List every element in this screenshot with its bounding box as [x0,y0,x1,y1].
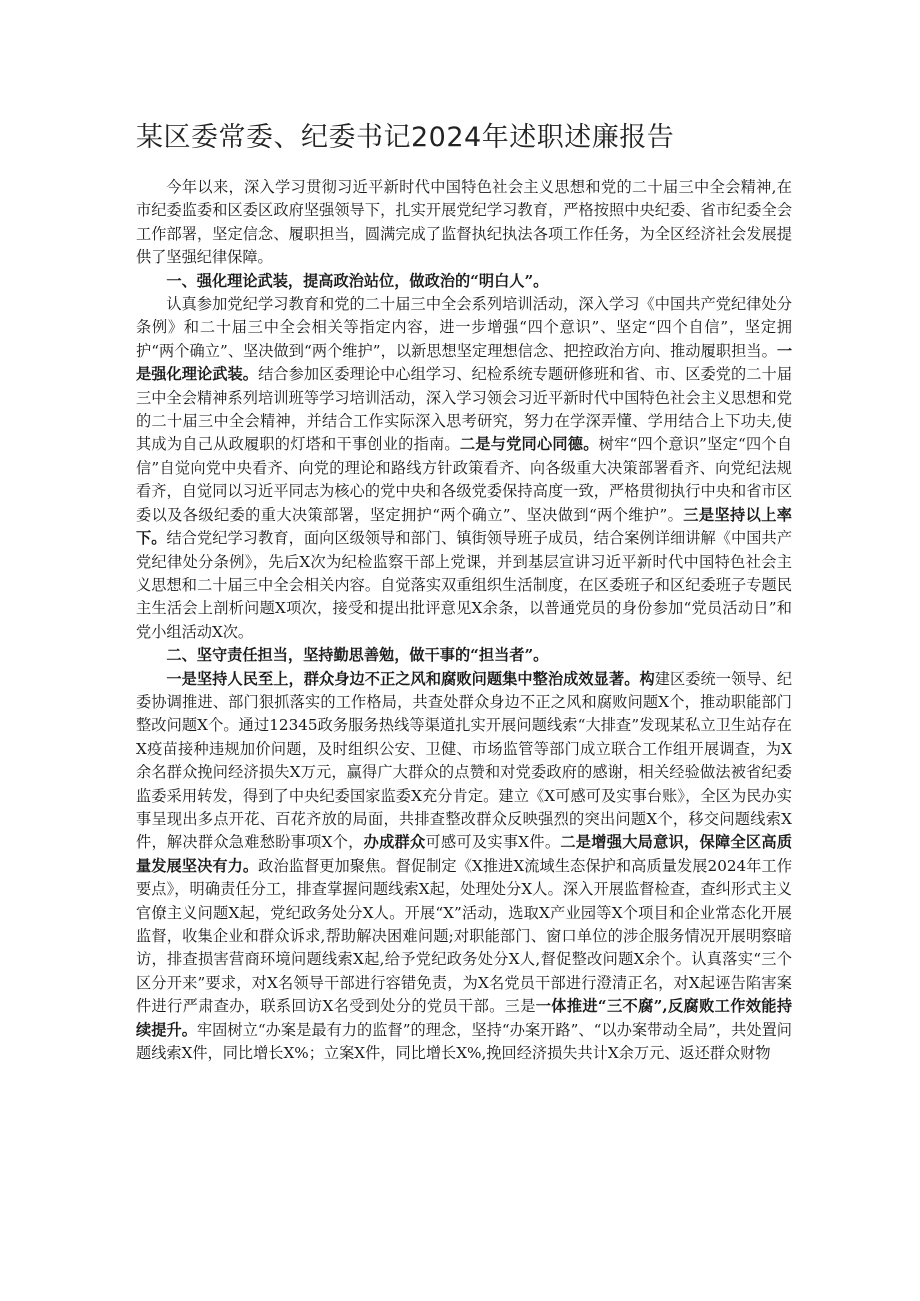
section-1-lead-1: 一是强化理论武装。 [136,341,792,384]
section-2-text-3: 牢固树立“办案是最有力的监督”的理念，坚持“办案开路”、“以办案带动全局”，共处置问题线索X件，同比增长X%；立案X件，同比增长X%,挽回经济损失共计X余万元、返还群众财物 [136,1020,792,1063]
section-1-text-4: 结合党纪学习教育，面向区级领导和部门、镇街领导班子成员，结合案例详细讲解《中国共产党纪律处分条例》，先后X次为纪检监察干部上党课，并到基层宣讲习近平新时代中国特色社会主义思想和二十届三中全会相关内容。自觉落实双重组织生活制度，在区委班子和区纪委班子专题民主生活会上剖析问题X项次，接受和提出批评意见X余条，以普通党员的身份参加“党员活动日”和党小组活动X次。 [136,529,793,641]
section-2-lead-2: 二是增强大局意识，保障全区高质量发展坚决有力。 [136,833,793,875]
document-title: 某区委常委、纪委书记2024年述职述廉报告 [136,122,675,153]
section-1-lead-2: 二是与党同心同德。 [459,435,599,454]
intro-paragraph: 今年以来，深入学习贯彻习近平新时代中国特色社会主义思想和党的二十届三中全会精神,在市纪委监委和区委区政府坚强领导下，扎实开展党纪学习教育，严格按照中央纪委、省市纪委全会工作部署，坚定信念、履职担当，圆满完成了监督执纪执法各项工作任务，为全区经济社会发展提供了坚强纪律保障。 [136,178,792,267]
section-2-heading: 二、坚守责任担当，坚持勤思善勉，做干事的“担当者”。 [166,646,549,665]
document-body [136,176,792,1065]
section-1-text-2: 结合参加区委理论中心组学习、纪检系统专题研修班和省、市、区委党的二十届三中全会精神系列培训班等学习培训活动，深入学习领会习近平新时代中国特色社会主义思想和党的二十届三中全会精神，并结合工作实际深入思考研究，努力在学深弄懂、学用结合上下功夫,使其成为自己从政履职的灯塔和干事创业的指南。 [136,365,793,454]
section-2-lead-1: 一是坚持人民至上，群众身边不正之风和腐败问题集中整治成效显著。构 [166,669,655,688]
section-2-paragraph [136,668,792,1066]
section-2-lead-3: 一体推进“三不腐”,反腐败工作效能持续提升。 [136,997,793,1039]
section-1-lead-3: 三是坚持以上率下。 [136,505,792,548]
section-2-text-1: 建区委统一领导、纪委协调推进、部门狠抓落实的工作格局，共查处群众身边不正之风和腐败问题X个，推动职能部门整改问题X个。通过12345政务服务热线等渠道扎实开展问题线索“大排查”发现某私立卫生站存在X疫苗接种违规加价问题，及时组织公安、卫健、市场监管等部门成立联合工作组开展调查，为X余名群众挽问经济损失X万元，赢得广大群众的点赞和对党委政府的感谢，相关经验做法被省纪委监委采用转发，得到了中央纪委国家监委X充分肯定。建立《X可感可及实事台账》，全区为民办实事呈现出多点开花、百花齐放的局面，共排查整改群众反映强烈的突出问题X个，移交问题线索X件，解决群众急难愁盼事项X个， [136,669,793,852]
section-2-text-1b: 可感可及实事X件。 [425,833,561,852]
section-1-heading: 一、强化理论武装，提高政治站位，做政治的“明白人”。 [166,271,549,290]
section-1-paragraph [136,293,792,644]
section-2-mid-1: 办成群众 [363,833,426,852]
section-1-text-3: 树牢“四个意识”坚定“四个自信”自觉向党中央看齐、向党的理论和路线方针政策看齐、向各级重大决策部署看齐、向党纪法规看齐，自觉同以习近平同志为核心的党中央和各级党委保持高度一致，严格贯彻执行中央和省市区委以及各级纪委的重大决策部署，坚定拥护“两个确立”、坚决做到“两个维护”。 [136,435,793,524]
section-2-text-2: 政治监督更加聚焦。督促制定《X推进X流域生态保护和高质量发展2024年工作要点》，明确责任分工，排查掌握问题线索X起，处理处分X人。深入开展监督检查，查纠形式主义官僚主义问题X起，党纪政务处分X人。开展“X”活动，选取X产业园等X个项目和企业常态化开展监督，收集企业和群众诉求,帮助解决困难问题;对职能部门、窗口单位的涉企服务情况开展明察暗访，排查损害营商环境问题线索X起,给予党纪政务处分X人,督促整改问题X余个。认真落实“三个区分开来”要求，对X名领导干部进行容错免责，为X名党员干部进行澄清正名，对X起诬告陷害案件进行严肃查办，联系回访X名受到处分的党员干部。三是 [136,856,793,1016]
section-1-text-1: 认真参加党纪学习教育和党的二十届三中全会系列培训活动，深入学习《中国共产党纪律处分条例》和二十届三中全会相关等指定内容，进一步增强“四个意识”、坚定“四个自信”，坚定拥护“两个确立”、坚决做到“两个维护”，以新思想坚定理想信念、把控政治方向、推动履职担当。 [136,295,792,360]
